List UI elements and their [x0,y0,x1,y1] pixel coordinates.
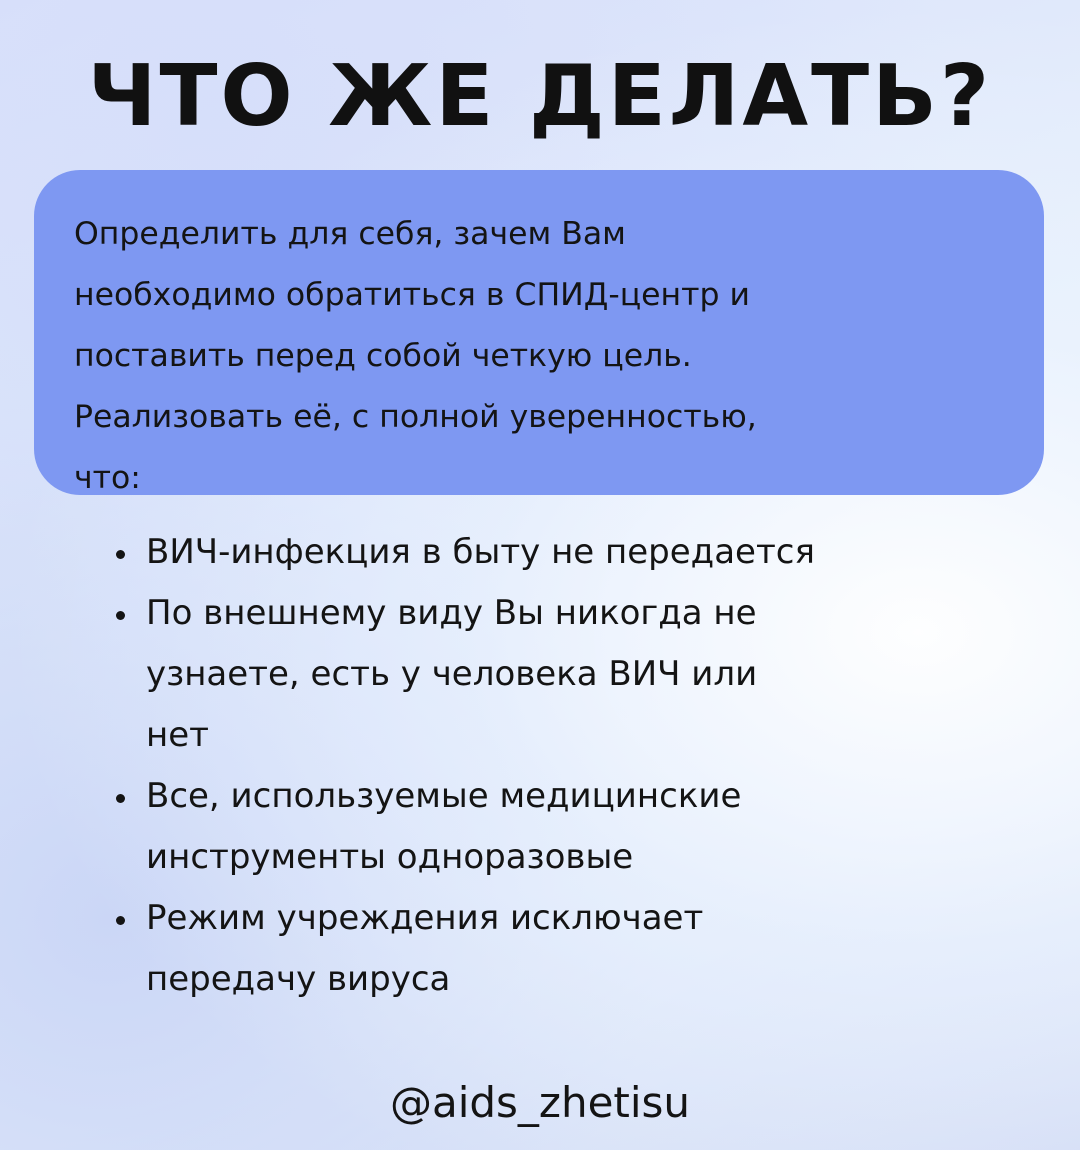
intro-line: Определить для себя, зачем Вам [74,216,626,252]
list-item [112,583,1052,766]
intro-line: необходимо обратиться в СПИД-центр и [74,277,750,313]
list-item [112,522,1052,583]
list-item-line: Все, используемые медицинские [146,776,742,816]
list-item-line: ВИЧ-инфекция в быту не передается [146,532,815,572]
bullet-icon [112,766,146,827]
bullet-icon [112,583,146,644]
list-item-text [146,583,757,766]
intro-line: Реализовать её, с полной уверенностью, [74,399,757,435]
list-item-text [146,888,703,1010]
list-item-line: узнаете, есть у человека ВИЧ или [146,654,758,694]
intro-card [34,170,1044,495]
list-item-line: нет [146,715,209,755]
list-item-text [146,766,741,888]
list-item-line: инструменты одноразовые [146,837,634,877]
list-item [112,766,1052,888]
list-item-line: передачу вируса [146,959,451,999]
facts-list [112,522,1052,1010]
social-handle: @aids_zhetisu [389,1078,691,1127]
page-title: ЧТО ЖЕ ДЕЛАТЬ? [87,47,993,146]
list-item-text [146,522,815,583]
intro-line: что: [74,460,141,496]
list-item-line: Режим учреждения исключает [146,898,704,938]
intro-line: поставить перед собой четкую цель. [74,338,692,374]
intro-text [74,204,1024,509]
list-item [112,888,1052,1010]
bullet-icon [112,522,146,583]
list-item-line: По внешнему виду Вы никогда не [146,593,757,633]
bullet-icon [112,888,146,949]
